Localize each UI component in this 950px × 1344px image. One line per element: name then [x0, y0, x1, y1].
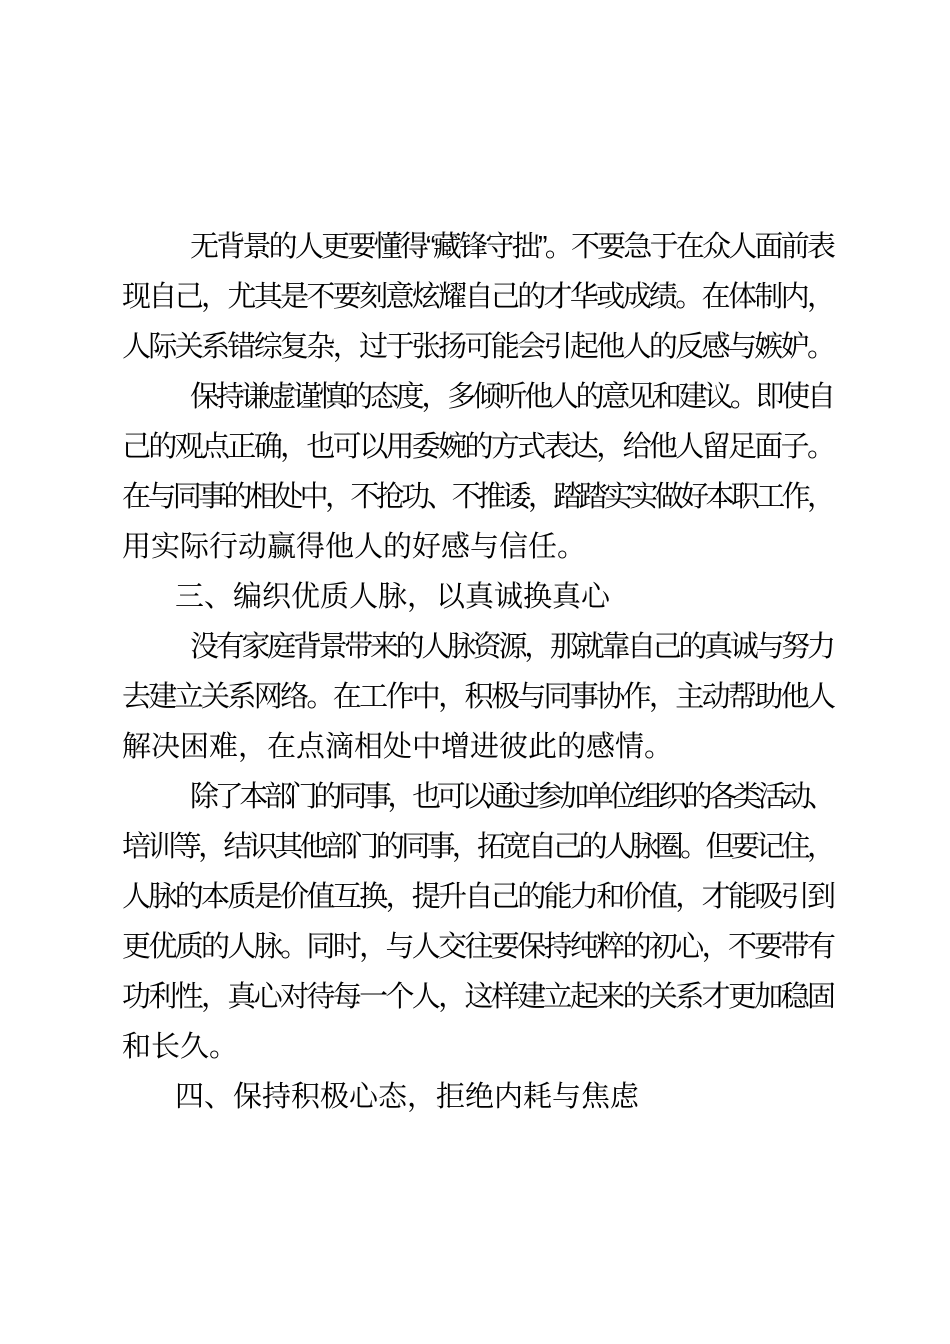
text-line — [122, 922, 836, 972]
text-line — [122, 322, 836, 372]
text-line-content: 保持谦虚谨慎的态度，多倾听他人的意见和建议。即使自 — [190, 381, 833, 413]
text-line-content: 去建立关系网络。在工作中，积极与同事协作，主动帮助他人 — [122, 681, 834, 713]
text-line-content: 更优质的人脉。同时，与人交往要保持纯粹的初心，不要带有 — [122, 931, 834, 963]
text-line-content: 和长久。 — [122, 1031, 239, 1063]
text-line-content: 人脉的本质是价值互换，提升自己的能力和价值，才能吸引到 — [122, 881, 834, 913]
text-line-content: 除了本部门的同事，也可以通过参加单位组织的各类活动、 — [190, 781, 832, 813]
text-line — [122, 722, 836, 772]
text-line-content: 四、保持积极心态，拒绝内耗与焦虑 — [175, 1081, 640, 1113]
text-line — [122, 1022, 836, 1072]
text-line — [122, 522, 836, 572]
text-line-content: 功利性，真心对待每一个人，这样建立起来的关系才更加稳固 — [122, 981, 834, 1013]
text-line-content: 现自己，尤其是不要刻意炫耀自己的才华或成绩。在体制内， — [122, 281, 834, 313]
text-line — [122, 472, 836, 522]
text-line-content: 解决困难，在点滴相处中增进彼此的感情。 — [122, 731, 674, 763]
text-line — [122, 422, 836, 472]
text-line — [122, 672, 836, 722]
text-line-content: 无背景的人更要懂得“藏锋守拙”。不要急于在众人面前表 — [190, 231, 834, 263]
text-line-content: 己的观点正确，也可以用委婉的方式表达，给他人留足面子。 — [122, 431, 834, 463]
text-line-content: 没有家庭背景带来的人脉资源，那就靠自己的真诚与努力 — [190, 631, 833, 663]
text-line — [122, 372, 836, 422]
text-line-content: 三、编织优质人脉，以真诚换真心 — [175, 581, 611, 613]
text-line — [122, 622, 836, 672]
text-line — [122, 772, 836, 822]
section-heading-line — [122, 572, 836, 622]
text-line-content: 人际关系错综复杂，过于张扬可能会引起他人的反感与嫉妒。 — [122, 331, 834, 363]
text-line-content: 用实际行动赢得他人的好感与信任。 — [122, 531, 587, 563]
text-line-content: 在与同事的相处中，不抢功、不推诿，踏踏实实做好本职工作， — [122, 481, 833, 513]
text-line — [122, 822, 836, 872]
text-line — [122, 272, 836, 322]
text-line-content: 培训等，结识其他部门的同事，拓宽自己的人脉圈。但要记住， — [122, 831, 833, 863]
text-line — [122, 872, 836, 922]
document-text-block — [122, 222, 836, 1122]
section-heading-line — [122, 1072, 836, 1122]
text-line — [122, 972, 836, 1022]
text-line — [122, 222, 836, 272]
